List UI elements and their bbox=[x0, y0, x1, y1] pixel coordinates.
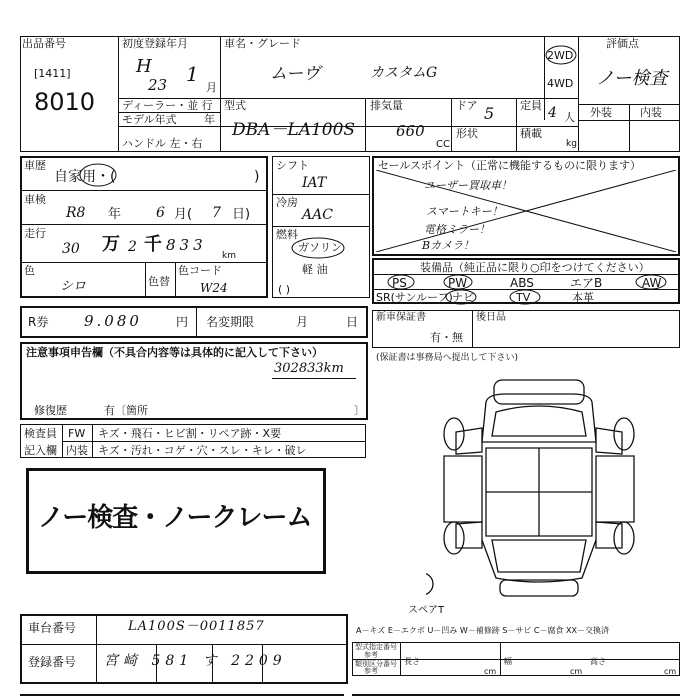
doors-value: 5 bbox=[484, 104, 495, 123]
category-label: 車歴 bbox=[24, 159, 46, 172]
equipment-label: 装備品（純正品に限り○印をつけてください） bbox=[420, 261, 650, 274]
height-label: 高さ bbox=[590, 657, 606, 666]
equip-aw: AW bbox=[642, 276, 662, 290]
fuel-diesel: 軽 油 bbox=[302, 263, 328, 276]
score-label: 評価点 bbox=[606, 37, 639, 50]
mileage-man: 万 bbox=[102, 234, 120, 255]
displacement-value: 660 bbox=[396, 122, 425, 140]
type-value: DBA－LA100S bbox=[232, 120, 356, 140]
lot-code: [1411] bbox=[34, 67, 71, 80]
type-spec-ref: 参考 bbox=[364, 651, 378, 659]
equip-abs: ABS bbox=[510, 276, 534, 290]
inspection-day-unit: 日) bbox=[232, 207, 251, 222]
sales-points-label: セールスポイント（正常に機能するものに限ります） bbox=[378, 159, 642, 172]
inspector-label-1: 検査員 bbox=[24, 427, 57, 440]
drive-2wd-circle bbox=[544, 44, 578, 66]
sales-point-4: Bカメラ！ bbox=[422, 239, 475, 252]
color-label: 色 bbox=[24, 264, 35, 277]
model-year-label: モデル年式 bbox=[122, 113, 177, 126]
fw-text: キズ・飛石・ヒビ割・リペア跡・X要 bbox=[98, 427, 282, 440]
warranty-note: (保証書は事務局へ提出して下さい) bbox=[376, 353, 519, 363]
recycle-value: 9.080 bbox=[84, 312, 142, 330]
diagram-front-bumper bbox=[494, 380, 584, 404]
equip-ps-circle bbox=[386, 274, 416, 290]
type-label: 型式 bbox=[224, 99, 246, 112]
registration-year: 23 bbox=[148, 76, 168, 94]
interior-check-label: 内装 bbox=[66, 444, 88, 457]
fuel-paren: ( ) bbox=[278, 283, 291, 296]
spare-tire-label: スペアT bbox=[408, 605, 445, 616]
category-value: 自家用・( bbox=[54, 169, 116, 185]
category-no-ref: 参考 bbox=[364, 667, 378, 675]
length-unit: cm bbox=[484, 667, 497, 676]
dealer-label: ディーラー・並 行 bbox=[122, 99, 213, 112]
notes-mileage: 302833km bbox=[274, 361, 344, 376]
warranty-value: 有・無 bbox=[430, 331, 463, 344]
inspection-label: 車検 bbox=[24, 193, 46, 206]
warranty-label: 新車保証書 bbox=[376, 312, 426, 323]
equip-pw-circle bbox=[442, 274, 474, 290]
diagram-wheel-rl bbox=[444, 522, 464, 554]
equip-ps: PS bbox=[392, 276, 407, 290]
name-change-month: 月 bbox=[296, 315, 309, 329]
color-code-label: 色コード bbox=[178, 264, 222, 277]
lot-number: 8010 bbox=[34, 88, 96, 116]
repair-value: 有〔箇所 bbox=[104, 404, 148, 417]
name-change-label: 名変期限 bbox=[206, 315, 255, 329]
name-change-day: 日 bbox=[346, 315, 359, 329]
inspector-label-2: 記入欄 bbox=[24, 444, 57, 457]
width-label: 幅 bbox=[504, 657, 512, 666]
diagram-wheel-fl bbox=[444, 418, 464, 450]
damage-legend: A－キズ E－エクボ U－凹み W－補修跡 S－サビ C－腐食 XX－交換済 bbox=[356, 626, 610, 635]
car-name: ムーヴ bbox=[270, 64, 321, 84]
inspection-month-unit: 月( bbox=[174, 207, 193, 222]
car-grade: カスタムG bbox=[370, 65, 438, 81]
width-unit: cm bbox=[570, 667, 583, 676]
exterior-label: 外装 bbox=[590, 106, 612, 119]
registration-label: 登録番号 bbox=[28, 655, 77, 669]
equip-tv: TV bbox=[516, 291, 531, 304]
inspection-year-unit: 年 bbox=[108, 207, 122, 222]
inspection-month: 6 bbox=[156, 205, 165, 221]
load-label: 積載 bbox=[520, 127, 542, 140]
shape-label: 形状 bbox=[456, 127, 478, 140]
recycle-label: R券 bbox=[28, 315, 49, 329]
sales-point-2: スマートキー！ bbox=[426, 205, 503, 218]
later-item-label: 後日品 bbox=[476, 312, 506, 323]
model-year-unit: 年 bbox=[204, 113, 215, 126]
load-unit: kg bbox=[566, 139, 577, 149]
fuel-circle bbox=[290, 236, 346, 260]
notes-label: 注意事項申告欄（不具合内容等は具体的に記入して下さい） bbox=[26, 346, 323, 359]
recycle-section bbox=[20, 306, 368, 338]
mileage-833: 833 bbox=[166, 236, 207, 254]
repair-close: 〕 bbox=[354, 404, 365, 417]
mileage-unit: km bbox=[222, 251, 236, 261]
sales-point-1: ユーザー買取車！ bbox=[424, 179, 512, 192]
drive-4wd: 4WD bbox=[547, 77, 574, 90]
registration-era: H bbox=[136, 56, 152, 77]
category-close: ) bbox=[254, 169, 260, 185]
displacement-unit: CC bbox=[436, 139, 450, 150]
capacity-unit: 人 bbox=[564, 111, 575, 124]
lot-label: 出品番号 bbox=[22, 37, 66, 50]
equip-tv-circle bbox=[508, 289, 542, 305]
length-label: 長さ bbox=[404, 657, 420, 666]
equip-pw: PW bbox=[448, 276, 468, 290]
inspection-day: 7 bbox=[212, 205, 221, 221]
ac-label: 冷房 bbox=[276, 196, 298, 209]
equip-aw-circle bbox=[634, 274, 668, 290]
handle-label: ハンドル 左・右 bbox=[122, 137, 203, 150]
equip-airbag: エアB bbox=[570, 276, 603, 290]
mileage-2: 2 bbox=[128, 239, 137, 255]
diagram-wheel-fr bbox=[614, 418, 634, 450]
mileage-label: 走行 bbox=[24, 227, 46, 240]
no-claim-text: ノー検査・ノークレーム bbox=[38, 503, 312, 533]
capacity-label: 定員 bbox=[520, 99, 542, 112]
repair-label: 修復歴 bbox=[34, 404, 67, 417]
chassis-label: 車台番号 bbox=[28, 621, 77, 635]
category-no-label: 類別区分番号 bbox=[355, 660, 397, 668]
fuel-value: ガソリン bbox=[298, 241, 342, 254]
sales-point-3: 電格ミラー！ bbox=[424, 223, 490, 236]
capacity-value: 4 bbox=[548, 105, 557, 121]
color-code-value: W24 bbox=[200, 281, 228, 295]
type-spec-label: 型式指定番号 bbox=[355, 643, 397, 651]
mileage-sen: 千 bbox=[144, 234, 162, 255]
recycle-unit: 円 bbox=[176, 315, 189, 329]
diagram-wheel-rr bbox=[614, 522, 634, 554]
equip-navi: ナビ bbox=[452, 291, 474, 304]
mileage-30: 30 bbox=[62, 241, 80, 257]
ac-value: AAC bbox=[302, 207, 333, 223]
interior-label: 内装 bbox=[640, 106, 662, 119]
shift-value: IAT bbox=[302, 175, 327, 191]
interior-check-text: キズ・汚れ・コゲ・穴・スレ・キレ・破レ bbox=[98, 444, 307, 457]
registration-month: 1 bbox=[186, 62, 199, 86]
car-damage-diagram bbox=[426, 372, 656, 608]
shift-label: シフト bbox=[276, 159, 309, 172]
fuel-label: 燃料 bbox=[276, 228, 298, 241]
equip-leather: 本革 bbox=[572, 291, 594, 304]
registration-month-unit: 月 bbox=[206, 81, 217, 94]
displacement-label: 排気量 bbox=[370, 99, 403, 112]
inspection-era: R8 bbox=[66, 205, 86, 221]
repaint-label: 色替 bbox=[148, 275, 170, 288]
chassis-value: LA100S－0011857 bbox=[128, 619, 265, 634]
first-registration-label: 初度登録年月 bbox=[122, 37, 188, 50]
equip-sunroof: SR(サンルーフ) bbox=[376, 291, 453, 304]
category-circle bbox=[78, 162, 118, 188]
height-unit: cm bbox=[664, 667, 677, 676]
diagram-spare-tire bbox=[426, 573, 433, 595]
fw-label: FW bbox=[68, 427, 86, 440]
doors-label: ドア bbox=[456, 99, 478, 112]
sales-points-cross bbox=[376, 170, 676, 252]
drive-2wd: 2WD bbox=[547, 49, 574, 62]
equip-navi-circle bbox=[444, 289, 478, 305]
color-value: シロ bbox=[60, 279, 87, 294]
car-name-label: 車名・グレード bbox=[224, 37, 301, 50]
score-value: ノー検査 bbox=[596, 68, 668, 89]
registration-value: 宮崎 581 す 2209 bbox=[104, 653, 287, 669]
